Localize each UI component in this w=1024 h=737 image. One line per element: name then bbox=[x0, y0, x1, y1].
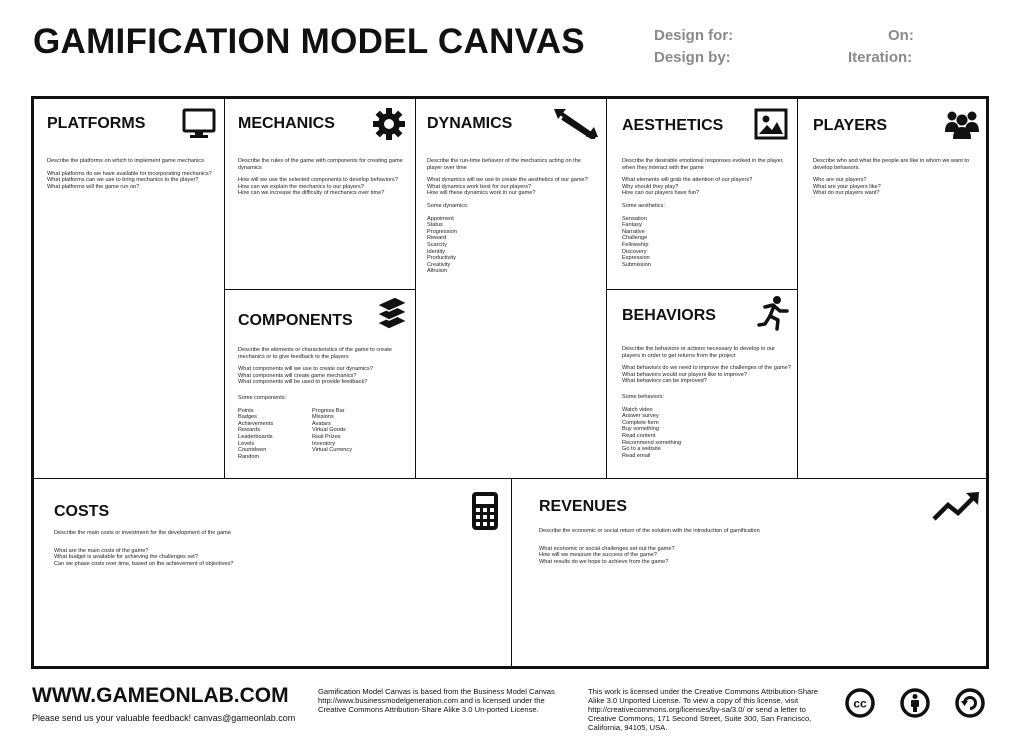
aesthetics-question: Why should they play? bbox=[622, 183, 679, 190]
aesthetics-intro: Describe the desirable emotional responses evoked in the player, when they interact with the game bbox=[622, 158, 784, 171]
mechanics-question: How will we use the selected components to develop behaviors? bbox=[238, 177, 398, 184]
components-item: Leaderboards bbox=[238, 433, 273, 440]
behaviors-question: What behaviors do we need to improve the challenges of the game? bbox=[622, 365, 791, 372]
aesthetics-title: AESTHETICS bbox=[622, 117, 724, 134]
players-question: Who are our players? bbox=[813, 177, 867, 184]
aesthetics-question: What elements will grab the attention of our players? bbox=[622, 177, 753, 184]
dynamics-item: Identity bbox=[427, 248, 446, 255]
revenues-question: How will we measure the success of the game? bbox=[539, 552, 657, 559]
cc-icon bbox=[845, 688, 875, 718]
platforms-question: What platforms can we use to bring mechanics to the player? bbox=[47, 177, 199, 184]
design-by-label: Design by: bbox=[654, 49, 731, 66]
components-item: Inventory bbox=[312, 440, 336, 447]
revenues-block bbox=[511, 478, 987, 667]
platforms-description bbox=[47, 158, 217, 190]
components-item: Missions bbox=[312, 414, 334, 421]
aesthetics-item: Sensation bbox=[622, 215, 647, 222]
components-intro: Describe the elements or characteristics of the game to create mechanics or to give feedback to the players bbox=[238, 347, 392, 360]
behaviors-list-label: Some behaviors: bbox=[622, 393, 664, 400]
trend-up-icon bbox=[932, 491, 980, 523]
aesthetics-item: Fellowship bbox=[622, 241, 649, 248]
behaviors-item: Buy something bbox=[622, 426, 660, 433]
behaviors-question: What behaviors can be improved? bbox=[622, 378, 707, 385]
dynamics-item: Appoiment bbox=[427, 215, 454, 222]
aesthetics-item: Fantasy bbox=[622, 222, 642, 229]
players-intro: Describe who and what the people are like in whom we want to develop behaviors. bbox=[813, 158, 970, 171]
arrows-icon bbox=[554, 107, 598, 139]
aesthetics-question: How can our players have fun? bbox=[622, 190, 700, 197]
revenues-intro: Describe the economic or social return of the solution with the introduction of gamification bbox=[539, 528, 760, 534]
components-item: Progress Bar bbox=[312, 407, 345, 414]
canvas-grid bbox=[31, 96, 989, 669]
costs-question: What are the main costs of the game? bbox=[54, 547, 149, 554]
feedback-text: Please send us your valuable feedback! canvas@gameonlab.com bbox=[32, 713, 296, 723]
components-question: What components will we use to create our dynamics? bbox=[238, 366, 373, 373]
behaviors-item: Read content bbox=[622, 432, 656, 439]
aesthetics-item: Challenge bbox=[622, 235, 648, 242]
revenues-question: What economic or social challenges set out the game? bbox=[539, 545, 675, 552]
behaviors-item: Complete form bbox=[622, 419, 659, 426]
attribution-icon bbox=[900, 688, 930, 718]
components-item: Achievements bbox=[238, 420, 274, 427]
behaviors-item: Read email bbox=[622, 452, 651, 459]
dynamics-question: What dynamics work best for our players? bbox=[427, 183, 532, 190]
dynamics-item: Reward bbox=[427, 235, 447, 242]
dynamics-title: DYNAMICS bbox=[427, 115, 513, 132]
people-icon bbox=[944, 108, 980, 140]
players-question: What are your players like? bbox=[813, 183, 881, 190]
players-description bbox=[813, 158, 979, 197]
platforms-title: PLATFORMS bbox=[47, 115, 146, 132]
platforms-block bbox=[33, 98, 225, 479]
dynamics-question: How will these dynamics work in our game? bbox=[427, 190, 536, 197]
behaviors-question: What behaviors would our players like to improve? bbox=[622, 371, 747, 378]
dynamics-item: Altruism bbox=[427, 268, 448, 275]
behaviors-intro: Describe the behaviors or actions necessary to develop in our players in order to get returns from the project bbox=[622, 346, 775, 359]
components-item: Countdown bbox=[238, 447, 267, 454]
revenues-title: REVENUES bbox=[539, 498, 628, 515]
aesthetics-item: Narrative bbox=[622, 228, 645, 235]
behaviors-item: Answer survey bbox=[622, 413, 659, 420]
platforms-intro: Describe the platforms on which to implement game mechanics bbox=[47, 158, 205, 164]
components-item: Random bbox=[238, 453, 260, 460]
mechanics-title: MECHANICS bbox=[238, 115, 335, 132]
share-alike-icon bbox=[955, 688, 985, 718]
components-description bbox=[238, 347, 410, 460]
components-item: Badges bbox=[238, 414, 257, 421]
aesthetics-item: Expression bbox=[622, 255, 650, 262]
license-note: This work is licensed under the Creative Commons Attribution-Share Alike 3.0 Unported License. To view a copy of this license, visit http://creativecommons.org/licenses/by-sa/3.0/ or send a letter to Creative Commons, 171 Second Street, Suite 300, San Francisco, California, 94105, USA. bbox=[588, 687, 819, 732]
dynamics-item: Progression bbox=[427, 228, 457, 235]
dynamics-description bbox=[427, 158, 597, 275]
players-title: PLAYERS bbox=[813, 117, 888, 134]
aesthetics-block bbox=[606, 98, 798, 290]
iteration-label: Iteration: bbox=[848, 49, 913, 66]
design-for-label: Design for: bbox=[654, 27, 734, 44]
picture-icon bbox=[754, 108, 788, 140]
page-title: GAMIFICATION MODEL CANVAS bbox=[33, 22, 585, 61]
aesthetics-item: Submission bbox=[622, 261, 651, 268]
components-item: Virtual Currency bbox=[312, 447, 353, 454]
website-link[interactable]: WWW.GAMEONLAB.COM bbox=[32, 684, 289, 707]
costs-question: What budget is available for achieving the challenges set? bbox=[54, 554, 198, 561]
costs-description bbox=[54, 530, 454, 567]
behaviors-item: Watch video bbox=[622, 406, 653, 413]
players-block bbox=[797, 98, 987, 479]
components-item: Avatars bbox=[312, 420, 331, 427]
components-title: COMPONENTS bbox=[238, 312, 353, 329]
dynamics-question: What dynamics will we use to create the aesthetics of our game? bbox=[427, 177, 588, 184]
costs-intro: Describe the main costs or investment for the development of the game bbox=[54, 530, 231, 536]
mechanics-intro: Describe the rules of the game with components for creating game dynamics bbox=[238, 158, 403, 171]
components-item: Rewards bbox=[238, 427, 261, 434]
dynamics-item: Creativity bbox=[427, 261, 451, 268]
dynamics-item: Status bbox=[427, 222, 443, 229]
aesthetics-item: Discovery bbox=[622, 248, 647, 255]
components-list-label: Some components: bbox=[238, 394, 287, 401]
gear-icon bbox=[371, 106, 407, 142]
dynamics-item: Productivity bbox=[427, 255, 456, 262]
components-item: Real Prizes bbox=[312, 433, 341, 440]
behaviors-item: Recommend something bbox=[622, 439, 682, 446]
based-on-note: Gamification Model Canvas is based from the Business Model Canvas http://www.businessmodelgeneration.com and is licensed under the Creative Commons Attribution-Share Alike 3.0 Un-ported License. bbox=[318, 687, 555, 714]
on-label: On: bbox=[888, 27, 914, 44]
revenues-question: What results do we hope to achieve from the game? bbox=[539, 558, 669, 565]
cc-icon-label: cc bbox=[853, 696, 867, 711]
mechanics-block bbox=[224, 98, 416, 290]
dynamics-item: Scarcity bbox=[427, 241, 447, 248]
components-item: Points bbox=[238, 407, 254, 414]
platforms-question: What platforms will the game run on? bbox=[47, 183, 140, 190]
monitor-icon bbox=[182, 107, 216, 141]
running-person-icon bbox=[757, 295, 791, 331]
dynamics-intro: Describe the run-time behavior of the mechanics acting on the player over time bbox=[427, 158, 581, 171]
aesthetics-description bbox=[622, 158, 792, 268]
behaviors-title: BEHAVIORS bbox=[622, 307, 716, 324]
mechanics-description bbox=[238, 158, 408, 197]
stack-icon bbox=[375, 295, 409, 331]
costs-title: COSTS bbox=[54, 503, 110, 520]
behaviors-description bbox=[622, 346, 794, 459]
players-question: What do our players want? bbox=[813, 190, 880, 197]
mechanics-question: How can we increase the difficulty of mechanics over time? bbox=[238, 190, 385, 197]
costs-question: Can we phase costs over time, based on the achievement of objectives? bbox=[54, 560, 234, 567]
components-item: Virtual Goods bbox=[312, 427, 346, 434]
platforms-question: What platforms do we have available for incorporating mechanics? bbox=[47, 170, 212, 177]
behaviors-item: Go to a website bbox=[622, 446, 661, 453]
components-item: Levels bbox=[238, 440, 255, 447]
mechanics-question: How can we explain the mechanics to our players? bbox=[238, 183, 364, 190]
behaviors-block bbox=[606, 289, 798, 479]
dynamics-list-label: Some dynamics: bbox=[427, 202, 469, 209]
calculator-icon bbox=[471, 491, 499, 531]
revenues-description bbox=[539, 528, 959, 565]
components-block bbox=[224, 289, 416, 479]
dynamics-block bbox=[415, 98, 607, 479]
aesthetics-list-label: Some aesthetics: bbox=[622, 202, 665, 209]
components-question: What components will be used to provide feedback? bbox=[238, 379, 368, 386]
costs-block bbox=[33, 478, 512, 667]
components-question: What components will create game mechanics? bbox=[238, 372, 357, 379]
